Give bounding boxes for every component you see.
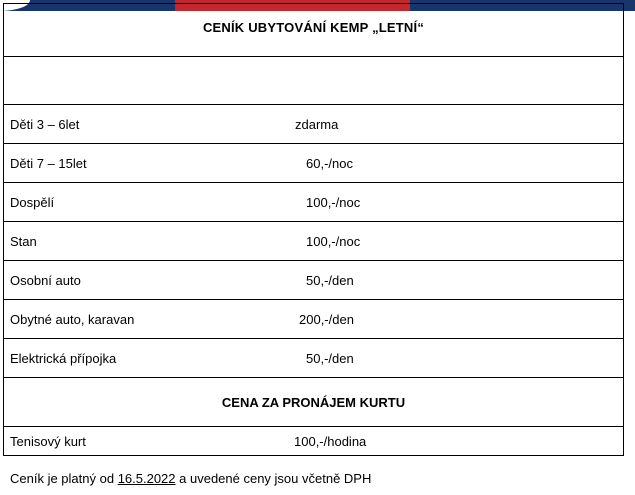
row-cell (4, 427, 624, 456)
row-label: Tenisový kurt (10, 433, 86, 449)
row-value: 200,-/den (299, 311, 354, 327)
row-value: 60,-/noc (306, 155, 353, 171)
row-value: 50,-/den (306, 350, 354, 366)
price-list-title: CENÍK UBYTOVÁNÍ KEMP „LETNÍ“ (4, 4, 624, 57)
row-label: Osobní auto (10, 272, 81, 288)
row-value: 100,-/noc (306, 233, 361, 249)
row-cell (4, 105, 624, 144)
row-cell (4, 261, 624, 300)
row-value: 100,-/noc (306, 194, 361, 210)
row-label: Stan (10, 233, 37, 249)
table-row (4, 105, 624, 144)
row-value: 100,-/hodina (294, 433, 367, 449)
note-text-after: a uvedené ceny jsou včetně DPH (175, 471, 372, 486)
table-row (4, 300, 624, 339)
court-price-title: CENA ZA PRONÁJEM KURTU (4, 378, 624, 427)
row-label: Obytné auto, karavan (10, 311, 135, 327)
row-value: zdarma (295, 116, 339, 132)
note-date: 16.5.2022 (117, 471, 176, 486)
row-label: Děti 7 – 15let (10, 155, 87, 171)
row-label: Dospělí (10, 194, 55, 210)
row-label: Děti 3 – 6let (10, 116, 80, 132)
empty-row (4, 57, 624, 105)
table-row (4, 261, 624, 300)
row-cell (4, 183, 624, 222)
table-row (4, 427, 624, 456)
row-cell (4, 300, 624, 339)
row-label: Elektrická přípojka (10, 350, 117, 366)
empty-cell (4, 57, 624, 105)
row-cell (4, 144, 624, 183)
note-text-before: Ceník je platný od (10, 471, 118, 486)
table-row (4, 144, 624, 183)
title-row (4, 4, 624, 57)
row-cell (4, 222, 624, 261)
table-row (4, 339, 624, 378)
court-title-row (4, 378, 624, 427)
table-row (4, 222, 624, 261)
validity-note (10, 471, 371, 486)
row-value: 50,-/den (306, 272, 354, 288)
table-row (4, 183, 624, 222)
row-cell (4, 339, 624, 378)
price-table (3, 3, 624, 456)
